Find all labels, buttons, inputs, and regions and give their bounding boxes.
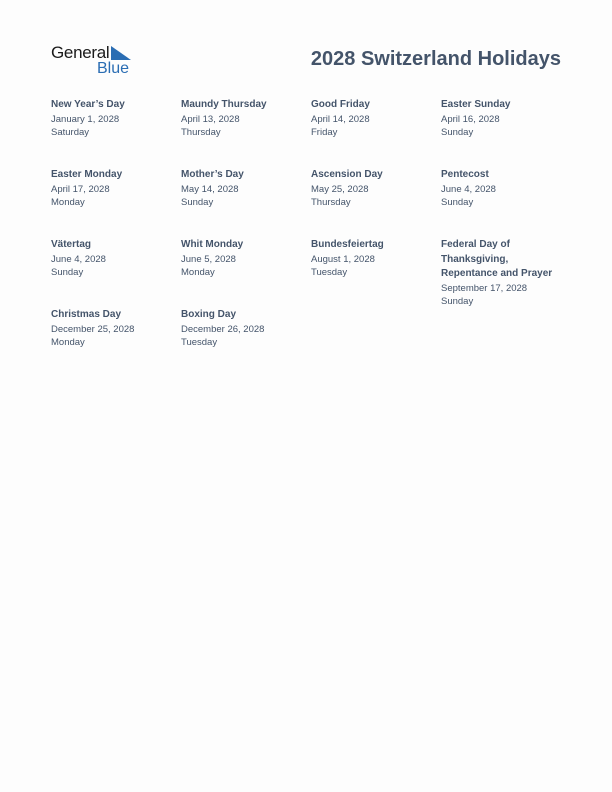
holiday-item	[51, 238, 176, 280]
holiday-name: Boxing Day	[181, 309, 237, 320]
page-title: 2028 Switzerland Holidays	[310, 48, 561, 70]
holiday-weekday: Thursday	[181, 127, 221, 138]
holiday-weekday: Tuesday	[311, 267, 348, 278]
holiday-date: August 1, 2028	[311, 253, 375, 265]
holiday-item	[181, 238, 306, 280]
holiday-weekday: Sunday	[441, 296, 474, 307]
holiday-date: April 14, 2028	[311, 113, 370, 125]
holiday-name: Easter Sunday	[441, 99, 511, 110]
holiday-date: December 25, 2028	[51, 323, 135, 335]
holiday-name: Bundesfeiertag	[311, 239, 384, 250]
holiday-item	[311, 238, 436, 280]
holiday-item	[311, 168, 436, 210]
holiday-date: May 14, 2028	[181, 183, 239, 195]
holiday-date: December 26, 2028	[181, 323, 265, 335]
holiday-weekday: Monday	[51, 197, 85, 208]
holiday-date: September 17, 2028	[441, 282, 528, 294]
holiday-item	[181, 98, 306, 140]
holiday-weekday: Monday	[51, 337, 85, 348]
holiday-name: Whit Monday	[181, 239, 244, 250]
holiday-name: Pentecost	[441, 169, 489, 180]
holiday-date: May 25, 2028	[311, 183, 369, 195]
holiday-weekday: Sunday	[181, 197, 214, 208]
logo-text-blue: Blue	[97, 60, 130, 77]
holiday-item	[441, 98, 566, 140]
logo-text-general: General	[51, 43, 110, 62]
generalblue-logo	[51, 43, 141, 79]
holiday-weekday: Monday	[181, 267, 215, 278]
holiday-date: January 1, 2028	[51, 113, 120, 125]
holiday-name: Vätertag	[51, 239, 92, 250]
holiday-date: April 16, 2028	[441, 113, 500, 125]
holiday-item	[441, 168, 566, 210]
holiday-item	[51, 98, 176, 140]
holiday-date: April 17, 2028	[51, 183, 110, 195]
holiday-item	[181, 308, 306, 350]
holiday-weekday: Friday	[311, 127, 338, 138]
holiday-name: Good Friday	[311, 99, 370, 110]
holiday-date: June 4, 2028	[441, 183, 496, 195]
holiday-name: New Year’s Day	[51, 99, 125, 110]
holiday-name: Easter Monday	[51, 169, 123, 180]
holiday-date: April 13, 2028	[181, 113, 240, 125]
holiday-weekday: Saturday	[51, 127, 90, 138]
logo-triangle-icon	[111, 46, 131, 60]
holiday-name: Federal Day of Thanksgiving, Repentance and Prayer	[441, 239, 553, 279]
holiday-date: June 4, 2028	[51, 253, 106, 265]
holiday-name: Ascension Day	[311, 169, 383, 180]
holiday-name: Mother’s Day	[181, 169, 244, 180]
holiday-weekday: Sunday	[51, 267, 84, 278]
holiday-item	[441, 238, 566, 309]
holiday-date: June 5, 2028	[181, 253, 236, 265]
holiday-item	[311, 98, 436, 140]
holiday-item	[51, 308, 176, 350]
holiday-weekday: Tuesday	[181, 337, 218, 348]
holiday-name: Christmas Day	[51, 309, 122, 320]
holiday-weekday: Thursday	[311, 197, 351, 208]
holiday-item	[51, 168, 176, 210]
holiday-name: Maundy Thursday	[181, 99, 267, 110]
holiday-item	[181, 168, 306, 210]
holiday-weekday: Sunday	[441, 127, 474, 138]
holiday-weekday: Sunday	[441, 197, 474, 208]
